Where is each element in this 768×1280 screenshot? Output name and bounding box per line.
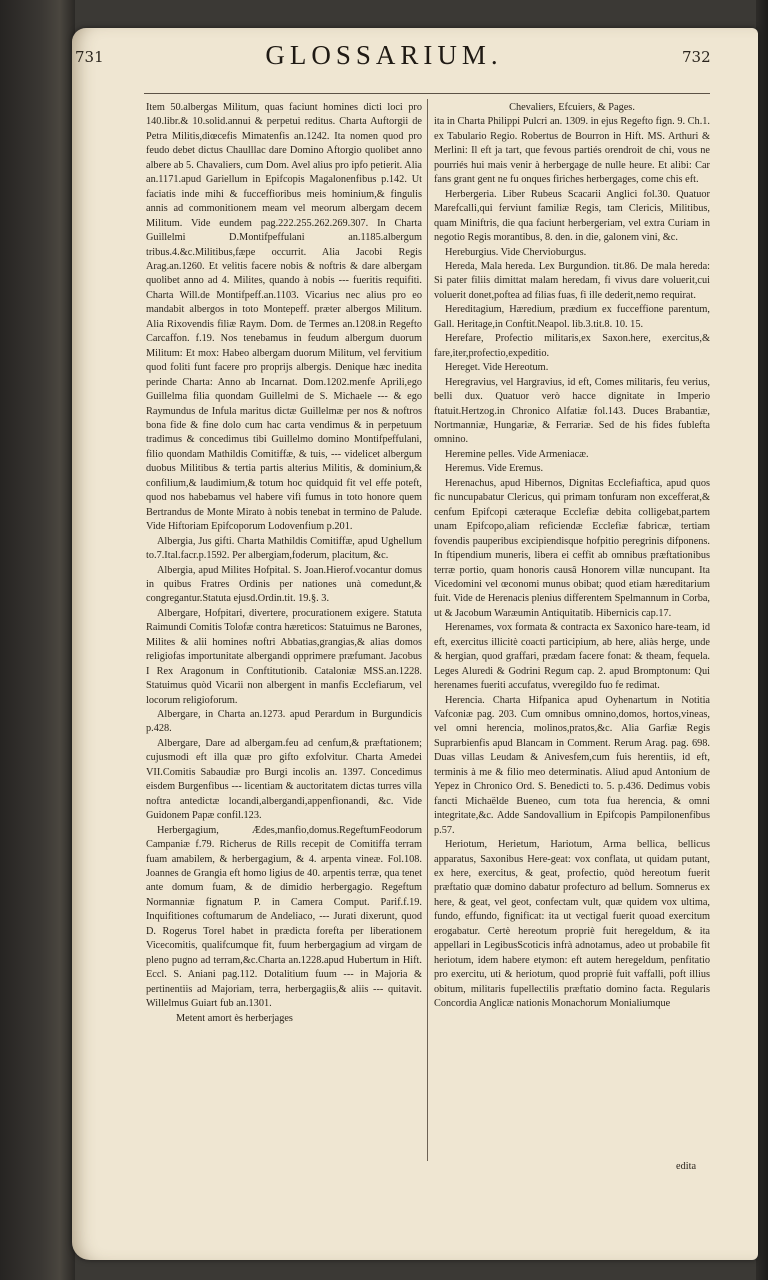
entry-paragraph: Hereget. Vide Hereotum.: [445, 362, 549, 374]
page-number-left: 731: [75, 48, 104, 66]
entry-paragraph: Albergare, Hofpitari, divertere, procurationem exigere. Statuta Raimundi Comitis Tolofæ contra hæreticos: Statuimus ne Barones, Milites & alii homines noftri Abbatias,grangias,& alias domos religiofas importunitate albergandi opprimere præfumant. Jacobus I Rex Aragonum in Conftitutionib. Cataloniæ MSS.an.1228. Statuimus quòd Vicarii non albergent in manfis Ecclefiarum, vel locorum religioforum.: [146, 607, 422, 706]
entry-paragraph: Albergia, apud Milites Hofpital. S. Joan.Hierof.vocantur domus in quibus Fratres Ordinis per nationes unà comedunt,& congregantur.Statuta ejusd.Ordin.tit. 19.§. 3.: [146, 564, 422, 605]
entry-paragraph: Heregravius, vel Hargravius, id eft, Comes militaris, feu verius, belli dux. Quatuor verò hacce dignitate in Imperio ftatuit.Hertzog.in Chronico Alfatiæ fol.143. Duces Brabantiæ, Nortmanniæ, Hungariæ, & Ferrariæ. Sed de his fides fublefta omnino.: [434, 376, 710, 446]
entry-paragraph: Albergia, Jus gifti. Charta Mathildis Comitiffæ, apud Ughellum to.7.Ital.facr.p.1592. Per albergiam,foderum, placitum, &c.: [146, 535, 422, 562]
header-rule: [144, 93, 710, 94]
entry-paragraph: Item 50.albergas Militum, quas faciunt homines dicti loci pro 140.libr.& 10.solid.annui & perpetui reditus. Charta Auftorgii de Petra Militis,diœcefis Mimatenfis an.1242. Ita nomen quod pro feudo debet dictus Chaulllac dare Domino Aftorgio quolibet anno albere ab 5. Chavaliers, cum Dom. Avel alius pro ipfo petierit. Alia an.1171.apud Gariellum in Epifcopis Magalonenfibus p.142. Ut faciatis inde mihi & fucceffioribus meis hominium,& fingulis annis ad commonitionem meam vel meorum albergam decem Militum. Vide eundem pag.222.255.262.269.307. In Charta Guillelmi D.Montifpeffulani an.1185.albergum tribus.4.&c.Militibus,fæpe occurrit. Alia Jacobi Regis Arag.an.1260. Et velitis facere nobis & noftris & dare albergam quolibet anno ad 4. Milites, quando à nobis --- fueritis requifiti. Charta Will.de Montifpeff.an.1103. Vicarius nec alius pro eo mandabit albergos in toto Montepeff. præter albergos Militum. Alia Rixovendis filiæ Raym. Dom. de Termes an.1208.in Regefto Carcaffon. f.19. Nos tenebamus in feudum albergum duorum Militum: Et mox: Habeo albergam duorum Militum, vel fervitium quod foliti funt facere pro proprijs albergis. Denique hæc inedita perinde Charta: Anno ab Incarnat. Dom.1202.menfe Aprili,ego Guillelma filia quondam Guillelmi de S. Michaele --- & ego Raymundus de Infula maritus dictæ Guillelmæ per nos & noftros bona fide & fine dolo cum hac carta vendimus & in perpetuum tradimus & concedimus tibi Guillelmo domino Montifpeffulani, filio quondam Mathildis Comitiffæ, & tuis, --- videlicet albergum duobus Militibus & tertia partis alterius Militis, & dominium,& confilium,& laudimium,& totum hoc quidquid fit vel effe poteft, quod nos habebamus vel habere vifi fumus in toto honore quem Bertrandus de Monte Mirato à nobis tenebat in termino de Palude. Vide Hiftoriam Epifcoporum Lodovenfium p.201.: [146, 102, 422, 533]
book-spine: [0, 0, 75, 1280]
catchword: edita: [676, 1161, 697, 1172]
entry-paragraph: Herefare, Profectio militaris,ex Saxon.here, exercitus,& fare,iter,profectio,expeditio.: [434, 333, 710, 359]
verse-line: Chevaliers, Efcuiers, & Pages.: [509, 102, 635, 113]
entry-paragraph: Herenachus, apud Hibernos, Dignitas Ecclefiaftica, apud quos fic nuncupabatur Clericus, qui primam tonfuram non excefferat,& cenfum Epifcopi cæteraque Ecclefiæ debita colligebat,partem unam Epifcopo,aliam reficiendæ Ecclefiæ fabricæ, tertiam fovendis pauperibus excipiendisque hofpitio peregrinis difponens. In ftipendium muneris, libera ei ceffit ab omnibus præftationibus terræ portio, quam honoris causâ Honorem villæ nuncupant. Ita Vicedomini vel œconomi munus obibat; quod etiam hæreditarium fuit. Vide de Herenacis plenius differentem Spelmannum in Corba, ut & Jacobum Waræumin Antiquitatib. Hibernicis cap.17.: [434, 477, 710, 619]
right-column: [434, 101, 710, 1161]
entry-paragraph: Heremus. Vide Eremus.: [445, 463, 544, 475]
entry-paragraph: Hereda, Mala hereda. Lex Burgundion. tit.86. De mala hereda: Si pater filiis dimittat malam heredam, fi vivus dare voluerit,cui voluerit donet,poftea ad filias fuas, fi ille dederit,nemo requirat.: [434, 260, 710, 301]
entry-paragraph: Albergare, in Charta an.1273. apud Perardum in Burgundicis p.428.: [146, 709, 422, 735]
entry-paragraph: Herbergagium, Ædes,manfio,domus.RegeftumFeodorum Campaniæ f.79. Richerus de Rills recepit de Comitiffa terram fuam amabilem, & herbergagium, & 4. arpenta vineæ. Fol.108. Joannes de Grangia eft homo ligius de 40. arpentis terræ, qua tenet ante domum fuam, & de dimidio herbergagio. Regeftum Normanniæ fignatum P. in Camera Comput. Parif.f.19. Inquifitiones coftumarum de Andeliaco, --- Jurati dixerunt, quod D. Rogerus Torel habet in prædicta forefta per liberationem Vicecomitis, qualifcumque fit, fuum herbergagium ad virgam de pleno pugno ad terram,&c.Charta an.1228.apud Hubertum in Hift. Eccl. S. Aniani pag.112. Dotalitium fuum --- in Majoria & pertinentiis ad Majoriam, terra, herbergagiis,& aliis --- quitavit. Willelmus Guiart fub an.1301.: [146, 824, 422, 1010]
entry-paragraph: Hereburgius. Vide Chervioburgus.: [445, 246, 587, 258]
page-number-right: 732: [682, 48, 711, 66]
entry-paragraph: Herenames, vox formata & contracta ex Saxonico hare-team, id eft, exercitus illicitè coacti participium, ab here, aliàs herge, unde & hergian, quod graffari, prædam facere fonat: & theam, fequela. Leges Aluredi & Godrini Regum cap. 2. apud Bromptonum: Qui herenames fueriti accufatus, vveregildo fuo fe redimat.: [434, 622, 710, 692]
verse-line: Metent amort ès herberjages: [176, 1012, 293, 1024]
page-title: GLOSSARIUM.: [265, 40, 503, 70]
entry-paragraph: Herbergeria. Liber Rubeus Scacarii Anglici fol.30. Quatuor Marefcalli,qui ferviunt familiæ Regis, tam Clericis, Militibus, quam Miniftris, die qua faciunt herbergeriam, vel extra Curiam in negotio Regis morantibus, 8. den. in die, galonem vini, &c.: [434, 188, 710, 244]
left-column: [146, 101, 422, 1161]
entry-paragraph: Herencia. Charta Hifpanica apud Oyhenartum in Notitia Vafconiæ pag. 203. Cum omnibus omnino,domos, hortos,vineas, vel omni herencia, molinos,pratos,&c. Alia Garfiæ Regis Suprarbienfis apud Blancam in Comment. Rerum Arag. pag. 698. Duas villas Leudam & Anivesfem,cum fuis herentiis, id eft, terminis à me & filio meo determinatis. Aliud apud Antonium de Yepez in Chronico Ord. S. Benedicti to. 5. p.436. Dedimus vobis fancti Michaëlde Bueneo, cum tota fua herencia, & omni integritate,&c. Adde Sandovallium in Epifcopis Pampilonenfibus p.57.: [434, 694, 710, 836]
entry-paragraph: Hereditagium, Hæredium, prædium ex fucceffione parentum, Gall. Heritage,in Conftit.Neapol. lib.3.tit.8. 10. 15.: [434, 304, 710, 330]
column-divider: [427, 99, 428, 1161]
entry-paragraph: Heremine pelles. Vide Armeniacæ.: [445, 448, 589, 460]
entry-paragraph: Albergare, Dare ad albergam.feu ad cenfum,& præftationem; cujusmodi eft illa quæ pro gifto exfolvitur. Charta Amedei VII.Comitis Sabaudiæ pro Burgi incolis an. 1397. Concedimus eisdem Burgenfibus --- licentiam & auctoritatem dictas turres villa noftra antedictæ locandi,albergandi,appenfionandi, &c. Vide Guidonem Papæ confil.123.: [146, 737, 422, 822]
entry-paragraph: ita in Charta Philippi Pulcri an. 1309. in ejus Regefto fign. 9. Ch.1. ex Tabulario Regio. Robertus de Bourron in Hift. MS. Arthuri & Merlini: Il eft ja tart, que fevous partiés orendroit de chi, vous ne pourriés hui mais venir à herbergage de nulle heure. Et alibi: Car fans grant gent ne fu onques firiches herbergages, come chis eft.: [434, 116, 710, 186]
entry-paragraph: Heriotum, Herietum, Hariotum, Arma bellica, bellicus apparatus, Saxonibus Here-geat: vox conflata, ut quidam putant, ex here, exercitus, & geat, profectio, quòd hereotum fuerit præftatio quæ domino dabatur profecturo ad bellum. Somnerus ex here, & geat, vel geot, confectam vult, quæ quidem vox ultima, fundo, effundo, fignificat: ita ut vectigal fuerit quoad exercitum erogabatur. Certè hereotum propriè fuit heregeldum, & ita appellari in LegibusScoticis infrà adnotamus, adeo ut probabile fit heriotum, idem habere etymon: eft autem heregeldum, penfitatio pro exercitu, uti & heriotum, quod propriè fuit vaffalli, poft illius obitum, militaris fupellectilis præftatio domino facta. Regularis Concordia Anglicæ nationis Monachorum Monialiumque: [434, 839, 710, 1010]
